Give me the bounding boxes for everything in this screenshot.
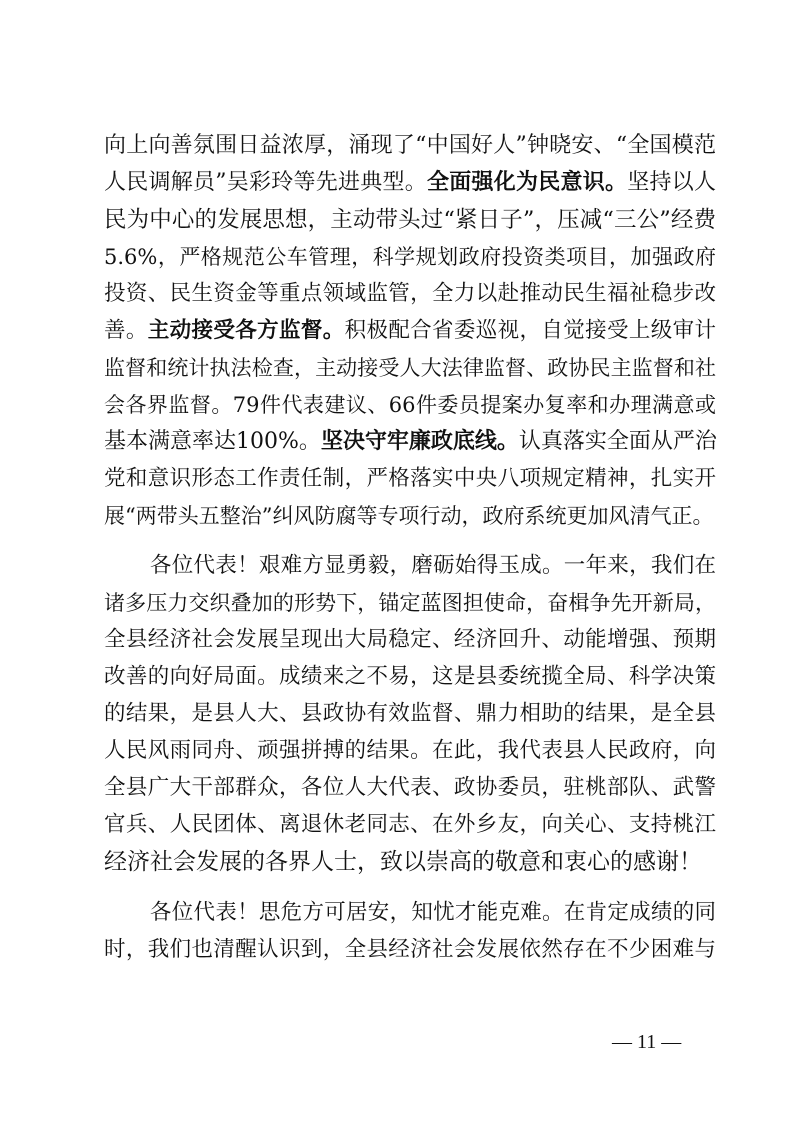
text-line [104, 657, 716, 697]
text-line [104, 620, 716, 660]
text-segment: 向上向善氛围日益浓厚，涌现了“中国好人”钟晓安、“全国模范 [104, 133, 716, 158]
text-line [104, 348, 716, 388]
bold-heading-segment: 全面强化为民意识。 [426, 170, 628, 195]
text-segment: 坚持以人 [627, 170, 716, 195]
text-line [104, 805, 716, 845]
text-line [104, 546, 716, 586]
text-line [104, 237, 716, 277]
text-segment: 全县经济社会发展呈现出大局稳定、经济回升、动能增强、预期 [104, 627, 716, 652]
text-segment: 的结果，是县人大、县政协有效监督、鼎力相助的结果，是全县 [104, 701, 716, 726]
text-segment: 诸多压力交织叠加的形势下，锚定蓝图担使命，奋楫争先开新局， [104, 591, 716, 615]
text-segment: 基本满意率达100%。 [104, 429, 321, 454]
text-segment: 民为中心的发展思想，主动带头过“紧日子”，压减“三公”经费 [104, 207, 716, 233]
text-segment: 5.6%，严格规范公车管理，科学规划政府投资类项目，加强政府 [104, 245, 716, 269]
bold-heading-segment: 坚决守牢廉政底线。 [320, 429, 519, 454]
text-line [104, 163, 716, 203]
text-line [104, 731, 716, 771]
text-line [104, 126, 716, 166]
text-segment: 认真落实全面从严治 [518, 429, 717, 454]
text-line [104, 842, 716, 882]
text-line [104, 930, 716, 970]
text-line [104, 311, 716, 351]
bold-heading-segment: 主动接受各方监督。 [147, 318, 345, 343]
text-line [104, 768, 716, 808]
text-segment: 时，我们也清醒认识到，全县经济社会发展依然存在不少困难与 [104, 937, 716, 962]
text-line [104, 200, 716, 240]
text-segment: 党和意识形态工作责任制，严格落实中央八项规定精神，扎实开 [104, 466, 716, 491]
text-segment: 会各界监督。79件代表建议、66件委员提案办复率和办理满意或 [104, 393, 716, 417]
text-line [104, 422, 716, 462]
text-line [104, 274, 716, 314]
text-segment: 改善的向好局面。成绩来之不易，这是县委统揽全局、科学决策 [104, 664, 716, 689]
text-line [104, 583, 716, 623]
text-line [104, 694, 716, 734]
text-segment: 善。 [104, 318, 148, 343]
text-segment: 展“两带头五整治”纠风防腐等专项行动，政府系统更加风清气正。 [104, 504, 714, 528]
text-segment: 监督和统计执法检查，主动接受人大法律监督、政协民主监督和社 [104, 356, 716, 380]
text-segment: 人民风雨同舟、顽强拼搏的结果。在此，我代表县人民政府，向 [104, 738, 716, 763]
text-line [104, 893, 716, 933]
text-segment: 官兵、人民团体、离退休老同志、在外乡友，向关心、支持桃江 [104, 812, 716, 837]
page-number: — 11 — [612, 1031, 682, 1053]
text-segment: 各位代表！艰难方显勇毅，磨砺始得玉成。一年来，我们在 [150, 553, 716, 578]
text-segment: 投资、民生资金等重点领域监管，全力以赴推动民生福祉稳步改 [104, 281, 716, 306]
text-line [104, 385, 716, 425]
text-segment: 积极配合省委巡视，自觉接受上级审计 [344, 318, 716, 343]
text-segment: 经济社会发展的各界人士，致以崇高的敬意和衷心的感谢！ [104, 849, 702, 875]
text-segment: 全县广大干部群众，各位人大代表、政协委员，驻桃部队、武警 [104, 775, 716, 800]
text-line [104, 496, 716, 536]
text-segment: 各位代表！思危方可居安，知忧才能克难。在肯定成绩的同 [150, 900, 716, 925]
text-line [104, 459, 716, 499]
text-segment: 人民调解员”吴彩玲等先进典型。 [104, 170, 427, 195]
